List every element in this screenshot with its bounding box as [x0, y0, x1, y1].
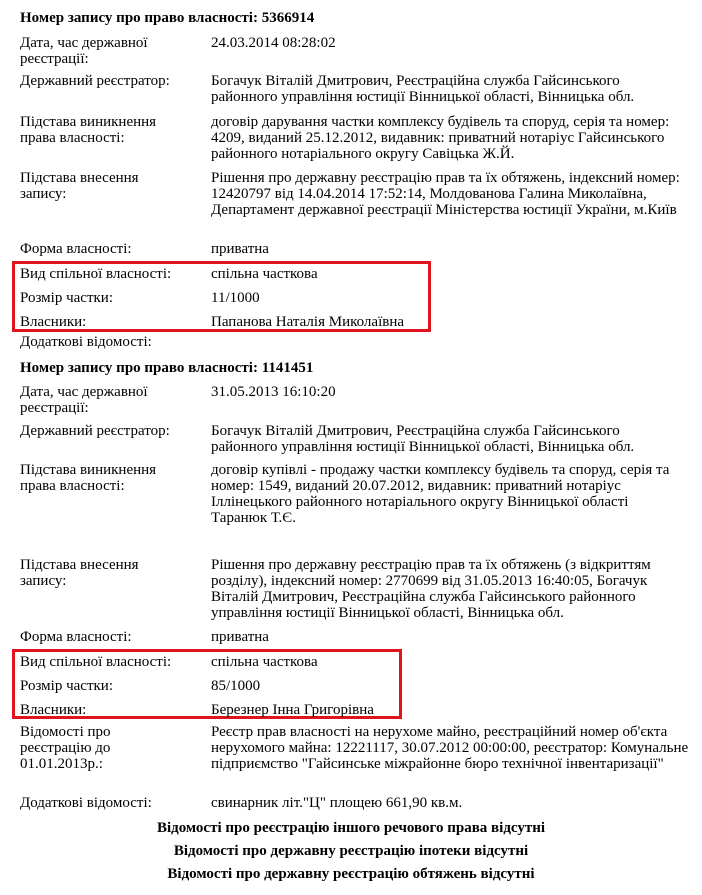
- record2-share-label: Розмір частки:: [20, 678, 113, 694]
- footer-encumbrances: Відомості про державну реєстрацію обтяжень відсутні: [167, 866, 535, 882]
- record1-header: Номер запису про право власності: 5366914: [20, 10, 315, 26]
- record1-share-label: Розмір частки:: [20, 290, 113, 306]
- record1-basis-value: договір дарування частки комплексу будівель та споруд, серія та номер: 4209, виданий 25.12.2012, видавник: приватний нотаріус Гайсинського районного нотаріального округу Савіцька Ж.Й.: [211, 114, 670, 162]
- record2-basis-value: договір купівлі - продажу частки комплексу будівель та споруд, серія та номер: 1549, виданий 20.07.2012, видавник: приватний нотаріус Іллінецького районного нотаріального округу Вінницької області Таранюк Т.Є.: [211, 462, 670, 526]
- record2-owners-label: Власники:: [20, 702, 87, 718]
- record2-registrar-value: Богачук Віталій Дмитрович, Реєстраційна служба Гайсинського районного управління юстиції Вінницької області, Вінницька обл.: [211, 423, 635, 455]
- record2-extra-value: свинарник літ."Ц" площею 661,90 кв.м.: [211, 795, 463, 811]
- record1-owners-value: Папанова Наталія Миколаївна: [211, 314, 405, 330]
- record1-owners-label: Власники:: [20, 314, 87, 330]
- record1-share-value: 11/1000: [211, 290, 260, 306]
- record2-owners-value: Березнер Інна Григорівна: [211, 702, 374, 718]
- record1-basis-label: Підстава виникнення права власності:: [20, 114, 157, 146]
- footer-mortgage: Відомості про державну реєстрацію іпотеки відсутні: [173, 843, 529, 859]
- record2-ownership-form-value: приватна: [211, 629, 269, 645]
- record1-reg-date-value: 24.03.2014 08:28:02: [211, 35, 336, 51]
- record1-joint-type-label: Вид спільної власності:: [20, 266, 172, 282]
- record1-entry-basis-label: Підстава внесення запису:: [20, 170, 139, 202]
- record1-entry-basis-value: Рішення про державну реєстрацію прав та їх обтяжень, індексний номер: 12420797 від 14.04.2014 17:52:14, Молдованова Галина Миколаївна, Департамент державної реєстрації Міністерства юстиції України, м.Київ: [211, 170, 680, 218]
- record1-ownership-form-label: Форма власності:: [20, 241, 132, 257]
- record2-joint-type-label: Вид спільної власності:: [20, 654, 172, 670]
- record2-ownership-form-label: Форма власності:: [20, 629, 132, 645]
- record2-share-value: 85/1000: [211, 678, 261, 694]
- record2-extra-label: Додаткові відомості:: [20, 795, 152, 811]
- footer-other-rights: Відомості про реєстрацію іншого речового права відсутні: [156, 820, 546, 836]
- record2-header: Номер запису про право власності: 1141451: [20, 360, 314, 376]
- record1-joint-type-value: спільна часткова: [211, 266, 318, 282]
- record1-extra-label: Додаткові відомості:: [20, 334, 152, 350]
- record2-joint-type-value: спільна часткова: [211, 654, 318, 670]
- record1-registrar-label: Державний реєстратор:: [20, 73, 170, 89]
- record2-basis-label: Підстава виникнення права власності:: [20, 462, 157, 494]
- record1-ownership-form-value: приватна: [211, 241, 269, 257]
- record2-pre2013-value: Реєстр прав власності на нерухоме майно, реєстраційний номер об'єкта нерухомого майна: 12221117, 30.07.2012 00:00:00, реєстратор: Комунальне підприємство "Гайсинське міжрайонне бюро технічної інвентаризації": [211, 724, 689, 772]
- record2-reg-date-label: Дата, час державної реєстрації:: [20, 384, 148, 416]
- record2-pre2013-label: Відомості про реєстрацію до 01.01.2013р.:: [20, 724, 111, 772]
- record2-entry-basis-value: Рішення про державну реєстрацію прав та їх обтяжень (з відкриттям розділу), індексний номер: 2770699 від 31.05.2013 16:40:05, Богачук Віталій Дмитрович, Реєстраційна служба Гайсинського районного управління юстиції Вінницької області, Вінницька обл.: [211, 557, 651, 621]
- record2-entry-basis-label: Підстава внесення запису:: [20, 557, 139, 589]
- record2-registrar-label: Державний реєстратор:: [20, 423, 170, 439]
- record2-reg-date-value: 31.05.2013 16:10:20: [211, 384, 336, 400]
- record1-registrar-value: Богачук Віталій Дмитрович, Реєстраційна служба Гайсинського районного управління юстиції Вінницької області, Вінницька обл.: [211, 73, 635, 105]
- record1-reg-date-label: Дата, час державної реєстрації:: [20, 35, 148, 67]
